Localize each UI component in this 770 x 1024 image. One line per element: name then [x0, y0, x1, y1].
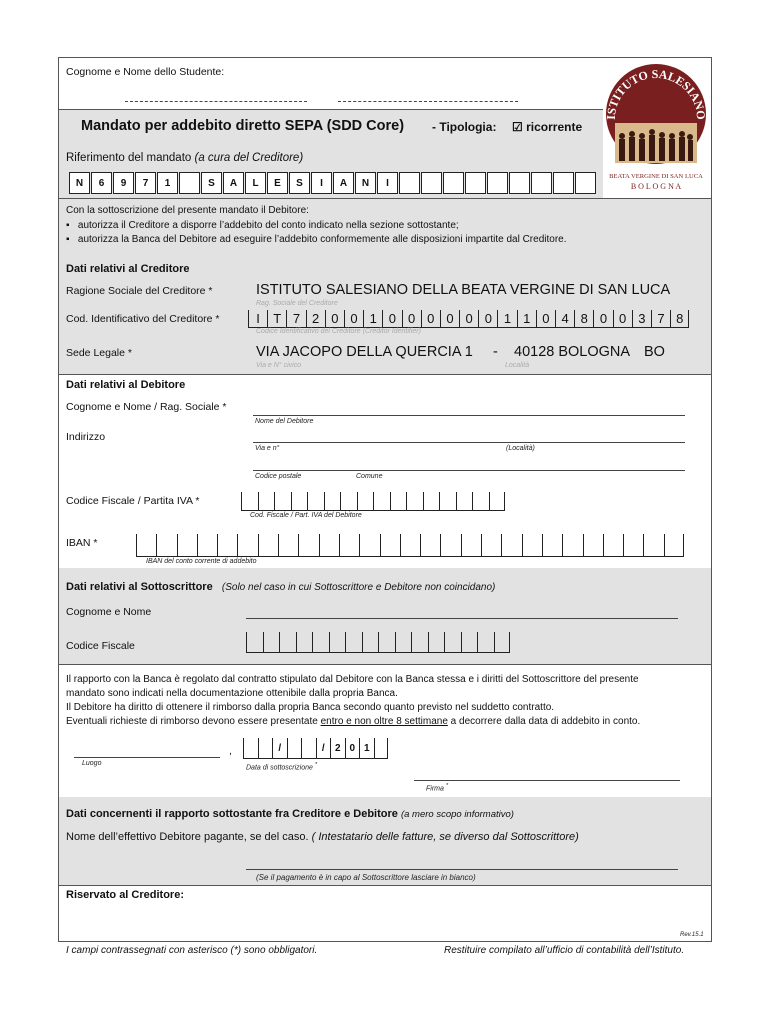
- payer-blank-hint: (Se il pagamento è in capo al Sottoscrittore lasciare in bianco): [256, 873, 476, 882]
- reference-cell[interactable]: S: [289, 172, 310, 194]
- comb-cell[interactable]: [494, 632, 511, 652]
- debtor-address-label: Indirizzo: [66, 431, 106, 443]
- reference-cells[interactable]: [69, 172, 597, 194]
- creditor-section-title: Dati relativi al Creditore: [66, 263, 190, 275]
- reference-cell[interactable]: [487, 172, 508, 194]
- comb-cell[interactable]: [423, 492, 440, 510]
- subscriber-cf-cells[interactable]: [246, 632, 510, 653]
- date-cells[interactable]: [243, 738, 388, 759]
- comb-cell[interactable]: [400, 534, 420, 556]
- comb-cell[interactable]: [420, 534, 440, 556]
- signature-line[interactable]: [414, 780, 680, 781]
- debtor-cf-label: Codice Fiscale / Partita IVA *: [66, 495, 200, 507]
- debtor-street-line[interactable]: [253, 442, 685, 443]
- reference-cell[interactable]: 6: [91, 172, 112, 194]
- comb-cell[interactable]: [263, 632, 280, 652]
- comb-cell[interactable]: [489, 492, 506, 510]
- intro-bullet-2: ▪ autorizza la Banca del Debitore ad eseguire l’addebito conformemente alle disposizioni impartite dal Creditore.: [66, 234, 567, 245]
- comb-cell[interactable]: [246, 632, 263, 652]
- reference-cell[interactable]: A: [223, 172, 244, 194]
- place-hint: Luogo: [82, 760, 102, 767]
- comb-cell[interactable]: [373, 492, 390, 510]
- comb-cell: 0: [382, 310, 401, 327]
- reference-cell[interactable]: [399, 172, 420, 194]
- comb-cell: 0: [536, 310, 555, 327]
- comb-cell[interactable]: [623, 534, 643, 556]
- comb-cell: 7: [286, 310, 305, 327]
- underlying-section-title: Dati concernenti il rapporto sottostante fra Creditore e Debitore (a mero scopo informativo): [66, 808, 514, 820]
- comb-cell[interactable]: [603, 534, 623, 556]
- student-label: Cognome e Nome dello Studente:: [66, 66, 225, 78]
- comb-cell[interactable]: [411, 632, 428, 652]
- comb-cell[interactable]: [428, 632, 445, 652]
- comb-cell: 0: [421, 310, 440, 327]
- comb-cell[interactable]: [258, 492, 275, 510]
- svg-text:BEATA VERGINE DI SAN LUCA: BEATA VERGINE DI SAN LUCA: [609, 173, 703, 180]
- comb-cell[interactable]: [406, 492, 423, 510]
- comb-cell[interactable]: [296, 632, 313, 652]
- comb-cell[interactable]: [312, 632, 329, 652]
- reference-cell[interactable]: L: [245, 172, 266, 194]
- comb-cell[interactable]: [136, 534, 156, 556]
- reference-cell[interactable]: [465, 172, 486, 194]
- comb-cell[interactable]: [395, 632, 412, 652]
- comb-cell[interactable]: [378, 632, 395, 652]
- debtor-iban-label: IBAN *: [66, 537, 98, 549]
- reference-cell[interactable]: A: [333, 172, 354, 194]
- comb-cell[interactable]: [501, 534, 521, 556]
- comb-cell[interactable]: [583, 534, 603, 556]
- comb-cell: 7: [651, 310, 670, 327]
- creditor-city-hint: Località: [505, 362, 530, 369]
- subscriber-name-label: Cognome e Nome: [66, 606, 152, 618]
- creditor-name-label: Ragione Sociale del Creditore *: [66, 285, 213, 297]
- revision: Rev.15.1: [680, 932, 704, 938]
- student-name-line[interactable]: [338, 101, 518, 102]
- intro-bullet-1: ▪ autorizza il Creditore a disporre l’addebito del conto indicato nella sezione sottostante;: [66, 220, 459, 231]
- comb-cell: 8: [574, 310, 593, 327]
- footer-note: I campi contrassegnati con asterisco (*) sono obbligatori.: [66, 945, 318, 956]
- comb-cell[interactable]: [522, 534, 542, 556]
- reference-cell[interactable]: 9: [113, 172, 134, 194]
- creditor-dash: -: [493, 344, 498, 360]
- terms-line-2: mandato sono indicati nella documentazione ottenibile dalla propria Banca.: [66, 688, 398, 699]
- comb-cell: [301, 738, 316, 758]
- subscriber-cf-label: Codice Fiscale: [66, 640, 135, 652]
- debtor-name-hint: Nome del Debitore: [255, 418, 314, 425]
- istituto-salesiano-logo: [603, 61, 709, 191]
- terms-line-1: Il rapporto con la Banca è regolato dal contratto stipulato dal Debitore con la Banca stessa e i diritti del Sottoscrittore del presente: [66, 674, 639, 685]
- comb-cell: 1: [517, 310, 536, 327]
- comb-cell: /: [316, 738, 331, 758]
- comb-cell[interactable]: [345, 632, 362, 652]
- type-label: - Tipologia:: [432, 120, 497, 134]
- comb-cell[interactable]: [481, 534, 501, 556]
- payer-label: Nome dell’effettivo Debitore pagante, se del caso. ( Intestatario delle fatture, se diverso dal Sottoscrittore): [66, 831, 579, 843]
- comb-cell[interactable]: [237, 534, 257, 556]
- comb-cell: [287, 738, 302, 758]
- place-line[interactable]: [74, 757, 220, 758]
- svg-text:ISTITUTO SALESIANO: ISTITUTO SALESIANO: [603, 66, 709, 121]
- comb-cell: 0: [593, 310, 612, 327]
- payer-line[interactable]: [246, 869, 678, 870]
- comb-cell: /: [272, 738, 287, 758]
- comb-cell[interactable]: [440, 534, 460, 556]
- comb-cell: 2: [330, 738, 345, 758]
- subscriber-name-line[interactable]: [246, 618, 678, 619]
- creditor-province: BO: [644, 344, 665, 360]
- debtor-section-title: Dati relativi al Debitore: [66, 379, 186, 391]
- debtor-street-hint: Via e n°: [255, 445, 280, 452]
- comb-cell[interactable]: [359, 534, 379, 556]
- comb-cell[interactable]: [340, 492, 357, 510]
- debtor-zip-hint: Codice postale: [255, 473, 302, 480]
- creditor-address-label: Sede Legale *: [66, 347, 132, 359]
- reference-cell[interactable]: 7: [135, 172, 156, 194]
- comb-cell: 1: [359, 738, 374, 758]
- comb-cell: 2: [306, 310, 325, 327]
- debtor-name-line[interactable]: [253, 415, 685, 416]
- comb-cell: I: [248, 310, 267, 327]
- comb-cell[interactable]: [291, 492, 308, 510]
- reference-label: Riferimento del mandato (a cura del Creditore): [66, 152, 304, 164]
- comb-cell: 0: [325, 310, 344, 327]
- comb-cell[interactable]: [542, 534, 562, 556]
- creditor-id-hint: Codice Identificativo del Creditore (Creditor Identifier): [256, 328, 421, 335]
- reference-cell[interactable]: N: [69, 172, 90, 194]
- reference-cell[interactable]: I: [377, 172, 398, 194]
- comb-cell: [243, 738, 258, 758]
- creditor-street-hint: Via e N° civico: [256, 362, 302, 369]
- reference-cell[interactable]: I: [311, 172, 332, 194]
- comb-cell[interactable]: [324, 492, 341, 510]
- comb-cell: T: [267, 310, 286, 327]
- comb-cell[interactable]: [156, 534, 176, 556]
- creditor-name-hint: Rag. Sociale del Creditore: [256, 300, 338, 307]
- comb-cell[interactable]: [307, 492, 324, 510]
- reference-cell[interactable]: 1: [157, 172, 178, 194]
- debtor-iban-hint: IBAN del conto corrente di addebito: [146, 558, 257, 565]
- reference-cell[interactable]: [553, 172, 574, 194]
- comb-cell: 0: [402, 310, 421, 327]
- comb-cell[interactable]: [298, 534, 318, 556]
- comb-cell[interactable]: [477, 632, 494, 652]
- comb-cell: 0: [440, 310, 459, 327]
- comb-cell: 1: [497, 310, 516, 327]
- creditor-city: 40128 BOLOGNA: [514, 344, 631, 360]
- comb-cell[interactable]: [329, 632, 346, 652]
- subscriber-section-title: Dati relativi al Sottoscrittore (Solo nel caso in cui Sottoscrittore e Debitore non coincidano): [66, 581, 496, 593]
- svg-text:B O L O G N A: B O L O G N A: [630, 182, 682, 191]
- comb-cell[interactable]: [339, 534, 359, 556]
- comb-cell: 0: [478, 310, 497, 327]
- comb-cell[interactable]: [444, 632, 461, 652]
- comb-cell: 0: [344, 310, 363, 327]
- comb-cell: 0: [459, 310, 478, 327]
- comb-cell: 8: [670, 310, 689, 327]
- comb-cell[interactable]: [217, 534, 237, 556]
- comb-cell[interactable]: [456, 492, 473, 510]
- signature-hint: Firma *: [426, 783, 449, 793]
- reference-cell[interactable]: [179, 172, 200, 194]
- student-surname-line[interactable]: [125, 101, 307, 102]
- debtor-iban-cells[interactable]: [136, 534, 684, 557]
- comb-cell[interactable]: [562, 534, 582, 556]
- footer-return: Restituire compilato all’ufficio di contabilità dell’Istituto.: [444, 945, 685, 956]
- comb-cell: 0: [613, 310, 632, 327]
- comb-cell: 3: [632, 310, 651, 327]
- comb-cell[interactable]: [380, 534, 400, 556]
- debtor-cf-cells[interactable]: [241, 492, 505, 511]
- comb-cell: 0: [345, 738, 360, 758]
- comb-cell: 4: [555, 310, 574, 327]
- comb-cell[interactable]: [197, 534, 217, 556]
- intro-text: Con la sottoscrizione del presente mandato il Debitore:: [66, 205, 309, 216]
- comb-cell: [374, 738, 389, 758]
- terms-line-4: Eventuali richieste di rimborso devono essere presentate entro e non oltre 8 settimane a decorrere dalla data di addebito in conto.: [66, 716, 641, 727]
- reference-cell[interactable]: [575, 172, 596, 194]
- creditor-street: VIA JACOPO DELLA QUERCIA 1: [256, 344, 473, 360]
- comb-cell[interactable]: [461, 534, 481, 556]
- comb-cell[interactable]: [461, 632, 478, 652]
- mandate-title: Mandato per addebito diretto SEPA (SDD Core): [81, 118, 405, 134]
- comb-cell[interactable]: [390, 492, 407, 510]
- comb-cell[interactable]: [362, 632, 379, 652]
- comb-cell[interactable]: [278, 534, 298, 556]
- reference-cell[interactable]: [421, 172, 442, 194]
- reference-cell[interactable]: [509, 172, 530, 194]
- comb-cell[interactable]: [643, 534, 663, 556]
- comb-cell[interactable]: [439, 492, 456, 510]
- creditor-id-cells: [248, 310, 689, 328]
- reference-cell[interactable]: [531, 172, 552, 194]
- comb-cell[interactable]: [177, 534, 197, 556]
- debtor-name-label: Cognome e Nome / Rag. Sociale *: [66, 401, 227, 413]
- reference-cell[interactable]: [443, 172, 464, 194]
- comb-cell[interactable]: [357, 492, 374, 510]
- debtor-city-line[interactable]: [253, 470, 685, 471]
- terms-line-3: Il Debitore ha diritto di ottenere il rimborso dalla propria Banca secondo quanto previsto nel suddetto contratto.: [66, 702, 555, 713]
- comb-cell[interactable]: [664, 534, 684, 556]
- comb-cell[interactable]: [472, 492, 489, 510]
- debtor-cf-hint: Cod. Fiscale / Part. IVA del Debitore: [250, 512, 362, 519]
- creditor-id-label: Cod. Identificativo del Creditore *: [66, 313, 220, 325]
- place-comma: ,: [229, 745, 232, 757]
- comb-cell[interactable]: [319, 534, 339, 556]
- comb-cell[interactable]: [279, 632, 296, 652]
- debtor-locality-hint: (Località): [506, 445, 535, 452]
- comb-cell: 1: [363, 310, 382, 327]
- reserved-label: Riservato al Creditore:: [66, 889, 184, 901]
- reference-cell[interactable]: S: [201, 172, 222, 194]
- reference-cell[interactable]: E: [267, 172, 288, 194]
- comb-cell[interactable]: [274, 492, 291, 510]
- comb-cell: [258, 738, 273, 758]
- type-recurrent: ☑ ricorrente: [512, 120, 583, 134]
- debtor-city-hint: Comune: [356, 473, 383, 480]
- creditor-name-value: ISTITUTO SALESIANO DELLA BEATA VERGINE DI SAN LUCA: [256, 282, 671, 298]
- date-hint: Data di sottoscrizione *: [246, 762, 318, 772]
- comb-cell[interactable]: [241, 492, 258, 510]
- comb-cell[interactable]: [258, 534, 278, 556]
- reference-cell[interactable]: N: [355, 172, 376, 194]
